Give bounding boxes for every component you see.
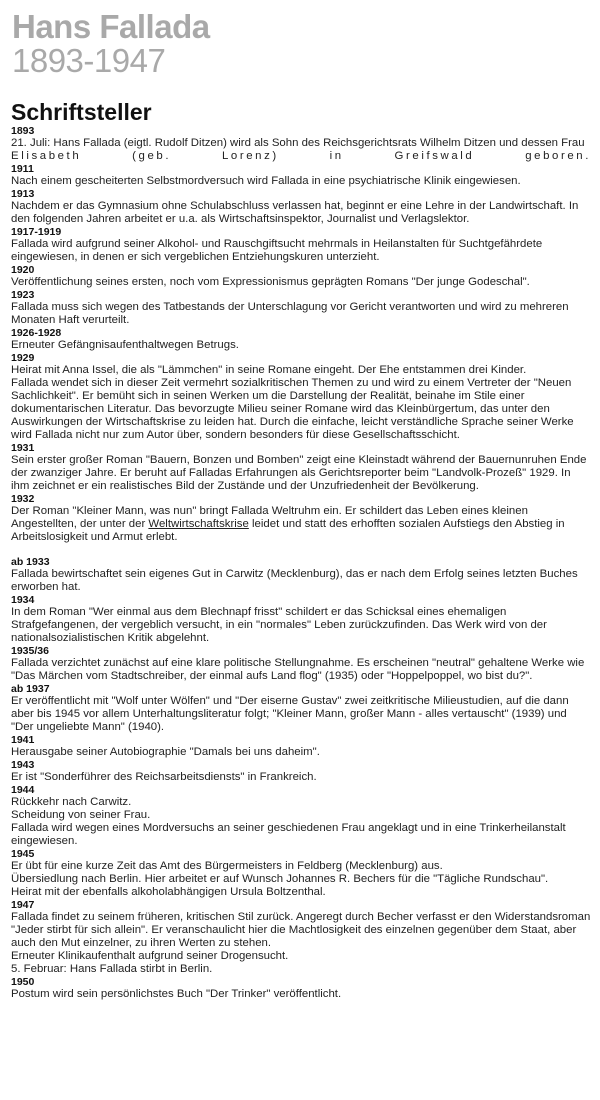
timeline-entry xyxy=(11,734,591,759)
timeline-entry xyxy=(11,899,591,976)
entry-paragraph: Veröffentlichung seines ersten, noch vom Expressionismus geprägten Romans "Der junge Godeschal". xyxy=(11,276,530,288)
entry-text xyxy=(11,568,591,594)
entry-year: 1945 xyxy=(11,848,35,860)
entry-paragraph: Fallada wird wegen eines Mordversuchs an seiner geschiedenen Frau angeklagt und in eine Trinkerheilanstalt eingewiesen. xyxy=(11,822,566,847)
timeline-entry xyxy=(11,759,591,784)
entry-text xyxy=(11,606,591,645)
timeline-entry xyxy=(11,264,591,289)
entry-text xyxy=(11,695,591,734)
entry-text xyxy=(11,364,591,442)
entry-text xyxy=(11,505,591,544)
entry-paragraph: Rückkehr nach Carwitz. xyxy=(11,796,132,808)
timeline-entry xyxy=(11,556,591,594)
entry-spacer xyxy=(11,544,591,556)
entry-text xyxy=(11,238,591,264)
entry-text xyxy=(11,796,591,848)
entry-paragraph: 5. Februar: Hans Fallada stirbt in Berlin. xyxy=(11,963,213,975)
entry-paragraph: Postum wird sein persönlichstes Buch "Der Trinker" veröffentlicht. xyxy=(11,988,342,1000)
timeline-entry xyxy=(11,442,591,493)
entry-year: 1931 xyxy=(11,442,35,454)
entry-text xyxy=(11,746,591,759)
weltwirtschaftskrise-link[interactable]: Weltwirtschaftskrise xyxy=(148,518,249,530)
entry-text xyxy=(11,175,591,188)
entry-text xyxy=(11,988,591,1001)
timeline-entry xyxy=(11,163,591,188)
timeline-entry xyxy=(11,188,591,226)
timeline-entry xyxy=(11,645,591,683)
entry-year: 1920 xyxy=(11,264,35,276)
timeline-entry xyxy=(11,125,591,163)
entry-year: 1893 xyxy=(11,125,35,137)
entry-year: 1934 xyxy=(11,594,35,606)
entry-text xyxy=(11,339,591,352)
entry-paragraph: Der Roman "Kleiner Mann, was nun" bringt Fallada Weltruhm ein. Er schildert das Leben eines kleinen Angestellten, der unter der Weltwirtschaftskrise leidet und statt des erhofften sozialen Aufstiegs den Abstieg in Arbeitslosigkeit und Armut erlebt. xyxy=(11,505,565,543)
entry-paragraph: Herausgabe seiner Autobiographie "Damals bei uns daheim". xyxy=(11,746,320,758)
entry-paragraph: Scheidung von seiner Frau. xyxy=(11,809,151,821)
entry-paragraph: Sein erster großer Roman "Bauern, Bonzen und Bomben" zeigt eine Kleinstadt während der Bauernunruhen Ende der zwanziger Jahre. Er beruht auf Falladas Erfahrungen als Gerichtsreporter beim "Landvolk-Prozeß" 1929. In ihm zeichnet er ein realistisches Bild der Zustände und der Unzufriedenheit der Bevölkerung. xyxy=(11,454,587,492)
entry-year: 1947 xyxy=(11,899,35,911)
life-years: 1893-1947 xyxy=(12,42,166,79)
entry-year: 1944 xyxy=(11,784,35,796)
section-title: Schriftsteller xyxy=(11,99,152,125)
entry-year: ab 1933 xyxy=(11,556,50,568)
timeline-entry xyxy=(11,289,591,327)
entry-paragraph: Fallada muss sich wegen des Tatbestands der Unterschlagung vor Gericht verantworten und wird zu mehreren Monaten Haft verurteilt. xyxy=(11,301,569,326)
entry-paragraph: Erneuter Klinikaufenthalt aufgrund seiner Drogensucht. xyxy=(11,950,289,962)
entry-paragraph: Heirat mit Anna Issel, die als "Lämmchen" in seine Romane eingeht. Der Ehe entstammen drei Kinder. xyxy=(11,364,527,376)
entry-text xyxy=(11,657,591,683)
entry-paragraph: Fallada wird aufgrund seiner Alkohol- und Rauschgiftsucht mehrmals in Heilanstalten für Suchtgefährdete eingewiesen, in denen er sich vergeblichen Entziehungskuren unterzieht. xyxy=(11,238,543,263)
timeline-entry xyxy=(11,848,591,899)
entry-year: 1932 xyxy=(11,493,35,505)
entry-text xyxy=(11,771,591,784)
entry-year: 1926-1928 xyxy=(11,327,62,339)
entry-year: 1941 xyxy=(11,734,35,746)
entry-paragraph: Übersiedlung nach Berlin. Hier arbeitet er auf Wunsch Johannes R. Bechers für die "Tägliche Rundschau". xyxy=(11,873,549,885)
timeline-entry xyxy=(11,683,591,734)
entry-text xyxy=(11,301,591,327)
author-name: Hans Fallada xyxy=(12,8,210,45)
entry-year: 1950 xyxy=(11,976,35,988)
entry-text xyxy=(11,860,591,899)
entry-text xyxy=(11,137,591,163)
entry-year: 1911 xyxy=(11,163,34,175)
timeline-entry xyxy=(11,493,591,544)
biography-section xyxy=(11,100,591,1001)
entry-year: 1943 xyxy=(11,759,35,771)
entry-text xyxy=(11,454,591,493)
entry-text xyxy=(11,276,591,289)
entry-year: 1923 xyxy=(11,289,35,301)
timeline-entry xyxy=(11,976,591,1001)
entry-paragraph: Fallada findet zu seinem früheren, kritischen Stil zurück. Angeregt durch Becher verfasst er den Widerstandsroman "Jeder stirbt für sich allein". Er veranschaulicht hier die Machtlosigkeit des einzelnen gegenüber dem Staat, aber auch den Mut einzelner, zu ihren Werten zu stehen. xyxy=(11,911,591,949)
entry-year: 1935/36 xyxy=(11,645,49,657)
entry-paragraph: Erneuter Gefängnisaufenthaltwegen Betrugs. xyxy=(11,339,239,351)
timeline-entry xyxy=(11,327,591,352)
entry-paragraph: Er ist "Sonderführer des Reichsarbeitsdiensts" in Frankreich. xyxy=(11,771,317,783)
entry-paragraph: Fallada wendet sich in dieser Zeit vermehrt sozialkritischen Themen zu und wird zu einem Vertreter der "Neuen Sachlichkeit". Er bemüht sich in seinen Werken um die Darstellung der Realität, beinahe im Stile einer dokumentarischen Literatur. Das bevorzugte Milieu seiner Romane wird das Kleinbürgertum, das unter den Auswirkungen der Wirtschaftskrise zu leiden hat. Durch die einfache, leicht verständliche Sprache seiner Werke wird Fallada nicht nur zum Autor über, sondern besonders für diese Gesellschaftsschicht. xyxy=(11,377,574,441)
entry-year: ab 1937 xyxy=(11,683,50,695)
entry-paragraph: Fallada verzichtet zunächst auf eine klare politische Stellungnahme. Es erscheinen "neutral" gehaltene Werke wie "Das Märchen vom Stadtschreiber, der einmal aufs Land flog" (1935) oder "Hoppelpoppel, wo bist du?". xyxy=(11,657,585,682)
entry-paragraph: 21. Juli: Hans Fallada (eigtl. Rudolf Ditzen) wird als Sohn des Reichsgerichtsrats Wilhelm Ditzen und dessen Frau xyxy=(11,137,585,149)
timeline-entry xyxy=(11,352,591,442)
entry-text xyxy=(11,200,591,226)
entry-paragraph: Er übt für eine kurze Zeit das Amt des Bürgermeisters in Feldberg (Mecklenburg) aus. xyxy=(11,860,443,872)
entry-paragraph: Er veröffentlicht mit "Wolf unter Wölfen" und "Der eiserne Gustav" zwei zeitkritische Milieustudien, auf die dann aber bis 1945 vor allem Unterhaltungsliteratur folgt; "Kleiner Mann, großer Mann - alles vertauscht" (1939) und "Der ungeliebte Mann" (1940). xyxy=(11,695,569,733)
entry-paragraph: Heirat mit der ebenfalls alkoholabhängigen Ursula Boltzenthal. xyxy=(11,886,326,898)
page-header xyxy=(12,10,210,78)
entry-year: 1913 xyxy=(11,188,35,200)
timeline-entry xyxy=(11,226,591,264)
timeline-entry xyxy=(11,784,591,848)
timeline xyxy=(11,125,591,1001)
entry-paragraph: Fallada bewirtschaftet sein eigenes Gut in Carwitz (Mecklenburg), das er nach dem Erfolg seines letzten Buches erworben hat. xyxy=(11,568,578,593)
entry-year: 1929 xyxy=(11,352,35,364)
entry-paragraph: Nachdem er das Gymnasium ohne Schulabschluss verlassen hat, beginnt er eine Lehre in der Landwirtschaft. In den folgenden Jahren arbeitet er u.a. als Wirtschaftsinspektor, Journalist und Verlagslektor. xyxy=(11,200,579,225)
timeline-entry xyxy=(11,594,591,645)
entry-text xyxy=(11,911,591,976)
entry-paragraph: Nach einem gescheiterten Selbstmordversuch wird Fallada in eine psychiatrische Klinik eingewiesen. xyxy=(11,175,521,187)
entry-paragraph: Elisabeth (geb. Lorenz) in Greifswald geboren. xyxy=(11,150,591,162)
entry-year: 1917-1919 xyxy=(11,226,62,238)
entry-paragraph: In dem Roman "Wer einmal aus dem Blechnapf frisst" schildert er das Schicksal eines ehemaligen Strafgefangenen, der vergeblich versucht, in ein "normales" Leben zurückzufinden. Das Werk wird von der nationalsozialistischen Kritik abgelehnt. xyxy=(11,606,547,644)
